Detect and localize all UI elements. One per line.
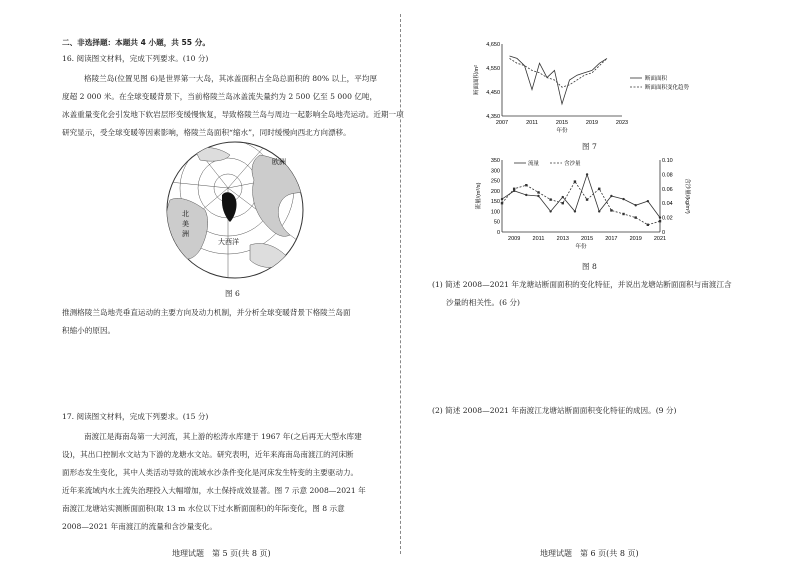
data-point	[586, 173, 588, 175]
q16-question-line-2: 积缩小的原因。	[62, 326, 116, 335]
data-point	[659, 216, 661, 218]
x-tick-label: 2011	[532, 236, 545, 242]
x-tick-label: 2023	[615, 120, 629, 126]
y-axis-label-left: 流量/(m³/s)	[476, 182, 482, 210]
x-tick-label: 2019	[629, 236, 642, 242]
data-point	[659, 220, 661, 222]
data-point	[634, 216, 636, 218]
legend-label-1: 断面面积	[645, 76, 668, 82]
x-tick-label: 2015	[580, 236, 594, 242]
map-label-north-america-2: 美	[182, 221, 189, 228]
map-label-europe: 欧洲	[272, 159, 286, 166]
q17-line-5: 南渡江龙塘站实测断面面积(取 13 m 水位以下过水断面面积)的年际变化，图 8 示意	[62, 504, 345, 513]
x-tick-label: 2015	[555, 120, 569, 126]
y-tick-label-left: 200	[490, 188, 500, 195]
data-point	[598, 188, 600, 190]
y-tick-label-left: 100	[490, 209, 500, 216]
data-point	[622, 198, 624, 200]
data-point	[598, 210, 600, 212]
q16-line-3: 冰盖重量变化会引发地下软岩层形变缓慢恢复，导致格陵兰岛与周边一起影响全岛地壳运动。近期一项	[62, 110, 404, 119]
y-tick-label: 4,450	[486, 90, 500, 96]
left-page-footer: 地理试题 第 5 页(共 8 页)	[172, 549, 271, 558]
q17-line-3: 面形态发生变化，其中人类活动导致的流域水沙条件变化是河床发生特变的主要驱动力。	[62, 468, 359, 477]
data-point	[586, 198, 588, 200]
x-tick-label: 2019	[585, 120, 599, 126]
figure-7-caption: 图 7	[582, 142, 597, 151]
data-point	[549, 210, 551, 212]
data-point	[562, 202, 564, 204]
series-line-2	[510, 58, 608, 87]
x-axis-label: 年份	[575, 244, 587, 250]
data-point	[501, 202, 503, 204]
data-point	[501, 198, 503, 200]
legend-label-1: 流量	[528, 161, 540, 167]
series-line-1	[510, 56, 608, 104]
y-tick-label-left: 50	[493, 219, 500, 226]
q17-line-2: 设)，其出口控制水文站为下游的龙塘水文站。研究表明，近年来海南岛南渡江的河床断	[62, 450, 354, 459]
x-tick-label: 2013	[556, 236, 569, 242]
data-point	[647, 224, 649, 226]
y-tick-label-right: 0.04	[662, 201, 673, 208]
legend-label-2: 断面面积变化趋势	[645, 85, 690, 91]
y-tick-label: 4,650	[486, 42, 500, 48]
right-q2: (2) 简述 2008—2021 年南渡江龙塘站断面面积变化特征的成因。(9 分)	[432, 406, 677, 415]
y-tick-label-left: 250	[490, 178, 500, 185]
y-tick-label: 4,350	[486, 114, 500, 120]
y-tick-label: 4,550	[486, 66, 500, 72]
figure-8-chart	[470, 152, 700, 257]
map-label-north-america-1: 北	[182, 211, 189, 218]
y-tick-label-right: 0.02	[662, 215, 673, 222]
q16-heading: 16. 阅读图文材料，完成下列要求。(10 分)	[62, 54, 209, 63]
map-label-north-america-3: 洲	[182, 231, 189, 238]
data-point	[622, 213, 624, 215]
y-axis-label-right: 含沙量/(kg/m³)	[684, 178, 690, 214]
x-tick-label: 2007	[495, 120, 509, 126]
figure-6-caption: 图 6	[225, 289, 240, 298]
y-tick-label-right: 0.06	[662, 186, 673, 193]
section-title: 二、非选择题：本题共 4 小题，共 55 分。	[62, 38, 210, 47]
figure-7-chart	[470, 38, 720, 138]
data-point	[610, 195, 612, 197]
q17-heading: 17. 阅读图文材料，完成下列要求。(15 分)	[62, 412, 209, 421]
data-point	[562, 196, 564, 198]
q17-line-1: 南渡江是海南岛第一大河流，其上游的松涛水库建于 1967 年(之后再无大型水库建	[84, 432, 362, 441]
x-axis-label: 年份	[556, 128, 568, 134]
x-tick-label: 2009	[508, 236, 521, 242]
q17-line-4: 近年来流域内水土流失治理投入大幅增加，水土保持成效显著。图 7 示意 2008—2021 年	[62, 486, 366, 495]
x-tick-label: 2017	[605, 236, 618, 242]
data-point	[537, 191, 539, 193]
data-point	[574, 210, 576, 212]
y-tick-label-right: 0.10	[662, 158, 673, 164]
data-point	[634, 204, 636, 206]
legend-label-2: 含沙量	[564, 161, 581, 167]
page-divider	[400, 14, 401, 554]
q16-line-4: 研究显示，受全球变暖等因素影响，格陵兰岛面积“缩水”，同时缓慢向西北方向漂移。	[62, 128, 351, 137]
y-tick-label-left: 0	[496, 230, 500, 236]
y-tick-label-left: 150	[490, 199, 500, 206]
q16-question-line-1: 推测格陵兰岛地壳垂直运动的主要方向及动力机制，并分析全球变暖背景下格陵兰岛面	[62, 308, 351, 317]
y-tick-label-left: 300	[490, 168, 500, 175]
data-point	[610, 209, 612, 211]
data-point	[525, 194, 527, 196]
y-axis-label: 断面面积/m²	[474, 65, 480, 95]
data-point	[647, 200, 649, 202]
y-tick-label-right: 0	[662, 230, 666, 236]
q16-line-1: 格陵兰岛(位置见图 6)是世界第一大岛，其冰盖面积占全岛总面积的 80% 以上，平均厚	[84, 74, 378, 83]
figure-8-caption: 图 8	[582, 262, 597, 271]
figure-6-globe-map	[150, 140, 320, 280]
x-tick-label: 2011	[526, 120, 538, 126]
y-tick-label-right: 0.08	[662, 172, 673, 179]
right-page-footer: 地理试题 第 6 页(共 8 页)	[540, 549, 639, 558]
y-tick-label-left: 350	[490, 158, 500, 164]
x-tick-label: 2021	[653, 236, 667, 242]
data-point	[549, 198, 551, 200]
data-point	[513, 190, 515, 192]
q17-line-6: 2008—2021 年南渡江的流量和含沙量变化。	[62, 522, 217, 531]
right-q1-line-2: 沙量的相关性。(6 分)	[446, 298, 520, 307]
q16-line-2: 度超 2 000 米。在全球变暖背景下，当前格陵兰岛冰盖流失量约为 2 500 亿至 5 000 亿吨，	[62, 92, 378, 101]
data-point	[525, 184, 527, 186]
map-label-atlantic: 大西洋	[218, 239, 239, 246]
right-q1-line-1: (1) 简述 2008—2021 年龙塘站断面面积的变化特征，并说出龙塘站断面面积与南渡江含	[432, 280, 732, 289]
data-point	[537, 195, 539, 197]
data-point	[513, 188, 515, 190]
data-point	[574, 180, 576, 182]
